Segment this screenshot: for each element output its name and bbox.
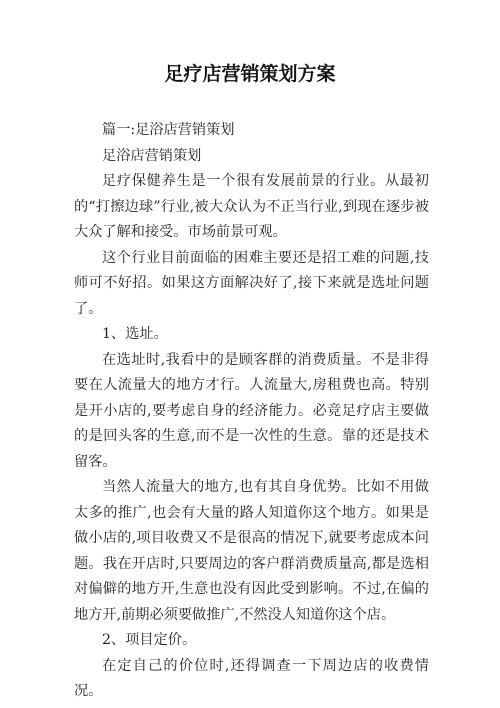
section-heading: 1、选址。	[102, 326, 168, 342]
paragraph: 在定自己的价位时,还得调查一下周边店的收费情况。	[74, 657, 429, 699]
section-heading: 2、项目定价。	[102, 632, 197, 648]
paragraph: 在选址时,我看中的是顾客群的消费质量。不是非得要在人流量大的地方才行。人流量大,房租费也高。特别是开小店的,要考虑自身的经济能力。必竞足疗店主要做的是回头客的生意,而不是一次性的生意。靠的还是技术留客。	[74, 351, 429, 470]
paragraph: 足疗保健养生是一个很有发展前景的行业。从最初的“打擦边球”行业,被大众认为不正当行业,到现在逐步被大众了解和接受。市场前景可观。	[74, 173, 429, 240]
document-title: 足疗店营销策划方案	[164, 63, 336, 85]
paragraph: 这个行业目前面临的困难主要还是招工难的问题,技师可不好招。如果这方面解决好了,接下来就是选址问题了。	[74, 249, 429, 317]
paragraph: 当然人流量大的地方,也有其自身优势。比如不用做太多的推广,也会有大量的路人知道你这个地方。如果是做小店的,项目收费又不是很高的情况下,就要考虑成本问题。我在开店时,只要周边的客户群消费质量高,都是选相对偏僻的地方开,生意也没有因此受到影响。不过,在偏的地方开,前期必须要做推广,不然没人知道你这个店。	[74, 479, 429, 623]
document-body	[74, 118, 429, 705]
paragraph: 足浴店营销策划	[102, 147, 202, 164]
paragraph: 篇一:足浴店营销策划	[102, 122, 235, 138]
